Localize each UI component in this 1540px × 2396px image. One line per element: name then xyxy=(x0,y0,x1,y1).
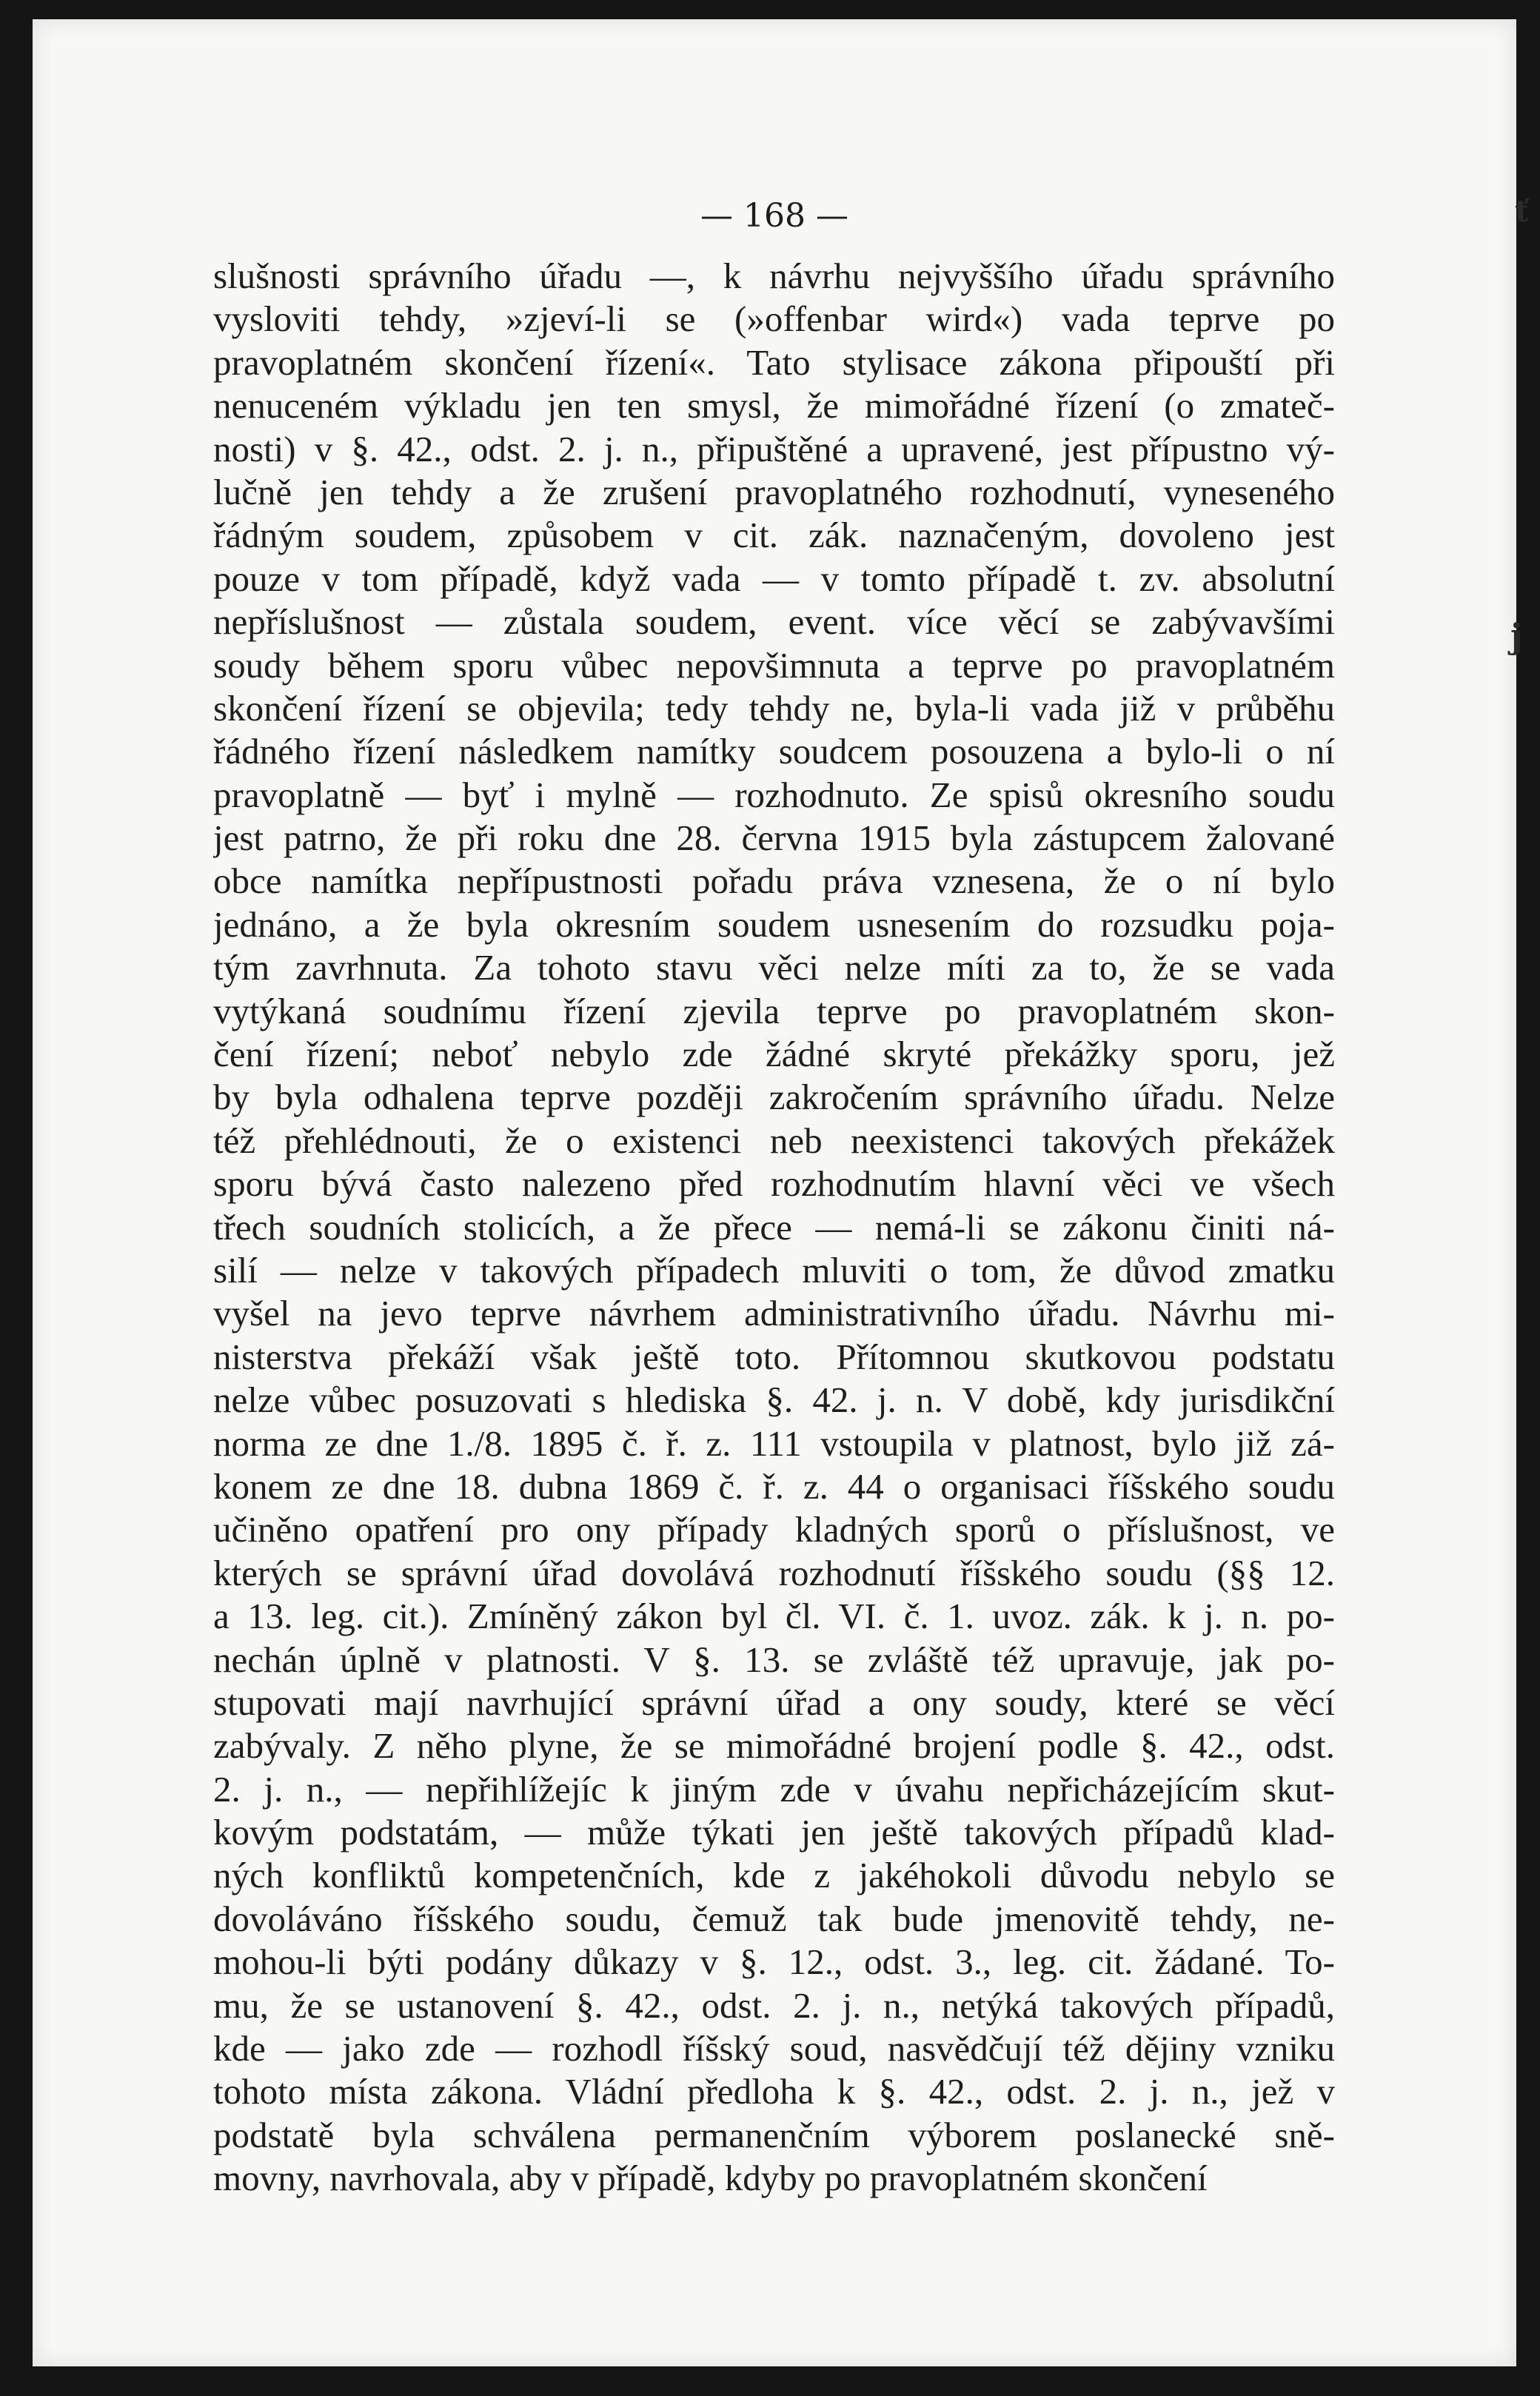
text-line: kterých se správní úřad dovolává rozhodnutí říšského soudu (§§ 12. xyxy=(213,1552,1335,1593)
text-line: třech soudních stolicích, a že přece — nemá-li se zákonu činiti ná- xyxy=(213,1206,1335,1248)
text-line: vysloviti tehdy, »zjeví-li se (»offenbar wird«) vada teprve po xyxy=(213,298,1335,340)
text-line: pravoplatném skončení řízení«. Tato stylisace zákona připouští při xyxy=(213,341,1335,383)
text-line: zabývaly. Z něho plyne, že se mimořádné brojení podle §. 42., odst. xyxy=(213,1725,1335,1767)
text-line: vyšel na jevo teprve návrhem administrativního úřadu. Návrhu mi- xyxy=(213,1293,1335,1334)
text-line: kovým podstatám, — může týkati jen ještě takových případů klad- xyxy=(213,1812,1335,1853)
text-line: soudy během sporu vůbec nepovšimnuta a teprve po pravoplatném xyxy=(213,644,1335,686)
text-line: lučně jen tehdy a že zrušení pravoplatného rozhodnutí, vyneseného xyxy=(213,471,1335,512)
text-line: silí — nelze v takových případech mluviti o tom, že důvod zmatku xyxy=(213,1249,1335,1291)
text-line: nelze vůbec posuzovati s hlediska §. 42. j. n. V době, kdy jurisdikční xyxy=(213,1379,1335,1421)
text-line: nosti) v §. 42., odst. 2. j. n., připuštěné a upravené, jest přípustno vý- xyxy=(213,428,1335,469)
text-line: kde — jako zde — rozhodl říšský soud, nasvědčují též dějiny vzniku xyxy=(213,2028,1335,2069)
text-line: mu, že se ustanovení §. 42., odst. 2. j. n., netýká takových případů, xyxy=(213,1984,1335,2026)
text-line: mohou-li býti podány důkazy v §. 12., odst. 3., leg. cit. žádané. To- xyxy=(213,1941,1335,1983)
text-line: nenuceném výkladu jen ten smysl, že mimořádné řízení (o zmateč- xyxy=(213,385,1335,426)
text-line: pravoplatně — byť i mylně — rozhodnuto. Ze spisů okresního soudu xyxy=(213,774,1335,815)
text-line: též přehlédnouti, že o existenci neb neexistenci takových překážek xyxy=(213,1120,1335,1161)
text-line: sporu bývá často nalezeno před rozhodnutím hlavní věci ve všech xyxy=(213,1163,1335,1205)
text-line: učiněno opatření pro ony případy kladných sporů o příslušnost, ve xyxy=(213,1509,1335,1550)
text-line: 2. j. n., — nepřihlížejíc k jiným zde v úvahu nepřicházejícím skut- xyxy=(213,1768,1335,1810)
text-line: nepříslušnost — zůstala soudem, event. více věcí se zabývavšími xyxy=(213,601,1335,643)
text-line: tým zavrhnuta. Za tohoto stavu věci nelze míti za to, že se vada xyxy=(213,947,1335,988)
text-line: jest patrno, že při roku dne 28. června 1915 byla zástupcem žalované xyxy=(213,817,1335,859)
text-line: jednáno, a že byla okresním soudem usnesením do rozsudku poja- xyxy=(213,903,1335,945)
text-line: tohoto místa zákona. Vládní předloha k §. 42., odst. 2. j. n., jež v xyxy=(213,2071,1335,2112)
text-line: nisterstva překáží však ještě toto. Přítomnou skutkovou podstatu xyxy=(213,1336,1335,1377)
text-line: norma ze dne 1./8. 1895 č. ř. z. 111 vstoupila v platnost, bylo již zá- xyxy=(213,1422,1335,1464)
text-line: vytýkaná soudnímu řízení zjevila teprve po pravoplatném skon- xyxy=(213,990,1335,1031)
text-line: by byla odhalena teprve později zakročením správního úřadu. Nelze xyxy=(213,1077,1335,1118)
body-text xyxy=(213,255,1335,2201)
text-line: skončení řízení se objevila; tedy tehdy ne, byla-li vada již v průběhu xyxy=(213,687,1335,729)
text-line: obce namítka nepřípustnosti pořadu práva vznesena, že o ní bylo xyxy=(213,860,1335,902)
text-line: dovoláváno říšského soudu, čemuž tak bude jmenovitě tehdy, ne- xyxy=(213,1898,1335,1939)
text-line: movny, navrhovala, aby v případě, kdyby po pravoplatném skončení xyxy=(213,2158,1208,2199)
text-line: nechán úplně v platnosti. V §. 13. se zvláště též upravuje, jak po- xyxy=(213,1639,1335,1680)
text-line: a 13. leg. cit.). Zmíněný zákon byl čl. VI. č. 1. uvoz. zák. k j. n. po- xyxy=(213,1596,1335,1637)
margin-mark-top: ť xyxy=(1515,194,1529,229)
book-page xyxy=(33,19,1516,2366)
text-line: konem ze dne 18. dubna 1869 č. ř. z. 44 o organisaci říšského soudu xyxy=(213,1465,1335,1507)
text-line: pouze v tom případě, když vada — v tomto případě t. zv. absolutní xyxy=(213,558,1335,599)
text-line: ných konfliktů kompetenčních, kde z jakéhokoli důvodu nebylo se xyxy=(213,1855,1335,1896)
text-line: podstatě byla schválena permanenčním výborem poslanecké sně- xyxy=(213,2114,1335,2155)
text-line: řádného řízení následkem namítky soudcem posouzena a bylo-li o ní xyxy=(213,731,1335,772)
margin-mark-mid: j xyxy=(1510,616,1523,656)
text-line: slušnosti správního úřadu —, k návrhu nejvyššího úřadu správního xyxy=(213,255,1335,296)
text-line: stupovati mají navrhující správní úřad a ony soudy, které se věcí xyxy=(213,1681,1335,1723)
text-line: řádným soudem, způsobem v cit. zák. naznačeným, dovoleno jest xyxy=(213,515,1335,556)
text-line: čení řízení; neboť nebylo zde žádné skryté překážky sporu, jež xyxy=(213,1034,1335,1075)
page-number: — 168 — xyxy=(700,197,848,235)
